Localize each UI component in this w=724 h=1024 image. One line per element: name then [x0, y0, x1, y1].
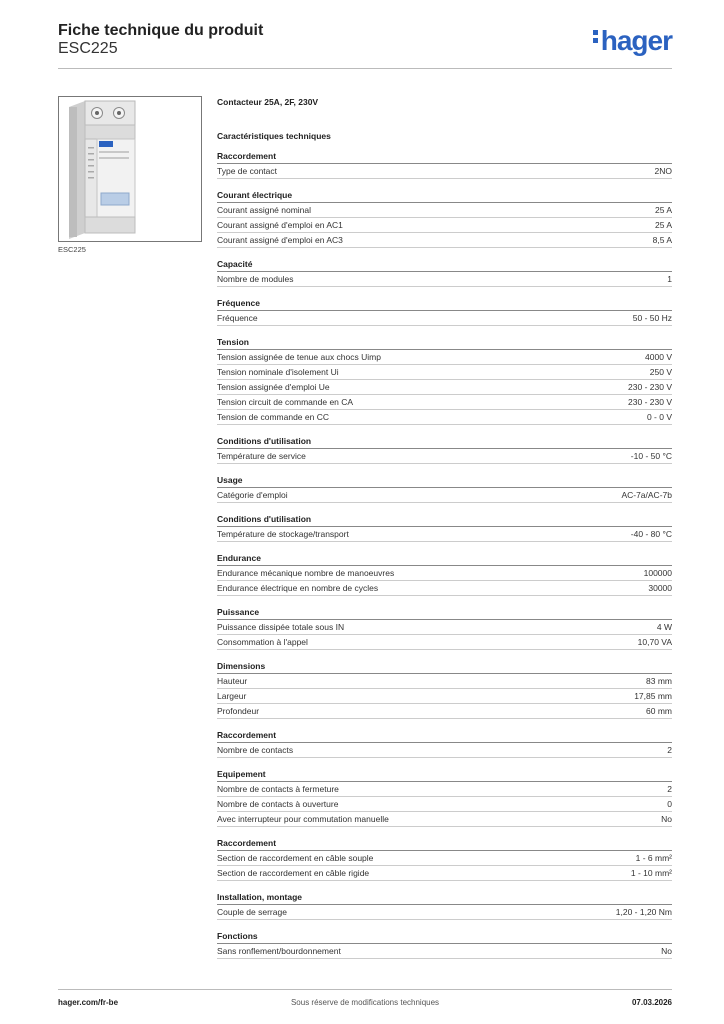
- spec-value: 25 A: [654, 220, 672, 230]
- spec-group: [217, 513, 672, 542]
- footer-website: hager.com/fr-be: [58, 998, 119, 1007]
- spec-value: 4000 V: [645, 352, 672, 362]
- product-image-caption: ESC225: [58, 245, 86, 254]
- spec-value: 230 - 230 V: [628, 382, 672, 392]
- spec-group-title: Installation, montage: [217, 891, 672, 905]
- spec-value: 10,70 VA: [637, 637, 672, 647]
- spec-value: 2NO: [654, 166, 672, 176]
- spec-value: 1 - 6 mm²: [635, 853, 672, 863]
- spec-row: [217, 782, 672, 797]
- spec-value: 8,5 A: [652, 235, 672, 245]
- spec-label: Profondeur: [217, 706, 260, 716]
- spec-label: Température de stockage/transport: [217, 529, 349, 539]
- spec-value: -10 - 50 °C: [630, 451, 672, 461]
- spec-value: 17,85 mm: [634, 691, 672, 701]
- page-title: Fiche technique du produit: [58, 22, 264, 39]
- spec-value: 100000: [643, 568, 672, 578]
- spec-row: [217, 410, 672, 425]
- logo-text: hager: [600, 25, 672, 56]
- spec-group-title: Fréquence: [217, 297, 672, 311]
- spec-group-title: Raccordement: [217, 837, 672, 851]
- spec-label: Courant assigné d'emploi en AC1: [217, 220, 343, 230]
- spec-label: Tension assignée de tenue aux chocs Uimp: [217, 352, 381, 362]
- spec-label: Sans ronflement/bourdonnement: [217, 946, 341, 956]
- spec-label: Endurance mécanique nombre de manoeuvres: [217, 568, 395, 578]
- spec-row: [217, 905, 672, 920]
- spec-label: Endurance électrique en nombre de cycles: [217, 583, 379, 593]
- spec-label: Couple de serrage: [217, 907, 287, 917]
- spec-value: 250 V: [649, 367, 672, 377]
- spec-row: [217, 866, 672, 881]
- spec-value: 2: [667, 784, 672, 794]
- spec-row: [217, 743, 672, 758]
- spec-group-title: Conditions d'utilisation: [217, 435, 672, 449]
- spec-row: [217, 449, 672, 464]
- spec-group-title: Fonctions: [217, 930, 672, 944]
- logo-dots-icon: [593, 27, 599, 46]
- spec-row: [217, 851, 672, 866]
- spec-group-title: Dimensions: [217, 660, 672, 674]
- spec-row: [217, 164, 672, 179]
- hager-logo: [593, 26, 672, 56]
- spec-group: [217, 474, 672, 503]
- spec-group-title: Usage: [217, 474, 672, 488]
- spec-group: [217, 552, 672, 596]
- page-subtitle: ESC225: [58, 40, 118, 57]
- spec-row: [217, 218, 672, 233]
- spec-group-title: Raccordement: [217, 150, 672, 164]
- spec-label: Tension de commande en CC: [217, 412, 329, 422]
- spec-group: [217, 768, 672, 827]
- spec-row: [217, 635, 672, 650]
- spec-row: [217, 233, 672, 248]
- spec-group-title: Raccordement: [217, 729, 672, 743]
- spec-value: 1: [667, 274, 672, 284]
- spec-group-title: Endurance: [217, 552, 672, 566]
- spec-label: Section de raccordement en câble souple: [217, 853, 374, 863]
- page-header: [58, 22, 672, 68]
- spec-label: Courant assigné nominal: [217, 205, 312, 215]
- spec-row: [217, 674, 672, 689]
- spec-group: [217, 435, 672, 464]
- spec-label: Consommation à l'appel: [217, 637, 308, 647]
- spec-group: [217, 336, 672, 425]
- spec-label: Tension nominale d'isolement Ui: [217, 367, 339, 377]
- spec-label: Catégorie d'emploi: [217, 490, 288, 500]
- spec-row: [217, 311, 672, 326]
- contactor-module-image: [59, 97, 201, 241]
- spec-group-title: Conditions d'utilisation: [217, 513, 672, 527]
- spec-group: [217, 930, 672, 959]
- spec-value: 25 A: [654, 205, 672, 215]
- footer-disclaimer: Sous réserve de modifications techniques: [290, 998, 440, 1007]
- spec-group: [217, 258, 672, 287]
- spec-row: [217, 272, 672, 287]
- spec-value: 60 mm: [646, 706, 672, 716]
- spec-row: [217, 380, 672, 395]
- spec-label: Température de service: [217, 451, 306, 461]
- spec-value: 230 - 230 V: [628, 397, 672, 407]
- spec-group: [217, 729, 672, 758]
- spec-value: 83 mm: [646, 676, 672, 686]
- footer-date: 07.03.2026: [631, 998, 672, 1007]
- spec-heading: Caractéristiques techniques: [217, 131, 331, 141]
- spec-value: 30000: [648, 583, 672, 593]
- spec-row: [217, 527, 672, 542]
- spec-row: [217, 812, 672, 827]
- spec-row: [217, 350, 672, 365]
- spec-row: [217, 797, 672, 812]
- product-image: [58, 96, 202, 242]
- spec-row: [217, 944, 672, 959]
- header-divider: [58, 68, 672, 69]
- spec-group: [217, 189, 672, 248]
- spec-value: 1,20 - 1,20 Nm: [615, 907, 672, 917]
- spec-row: [217, 566, 672, 581]
- spec-value: -40 - 80 °C: [630, 529, 672, 539]
- spec-row: [217, 689, 672, 704]
- spec-value: AC-7a/AC-7b: [621, 490, 672, 500]
- spec-label: Puissance dissipée totale sous IN: [217, 622, 345, 632]
- spec-group: [217, 150, 672, 179]
- spec-row: [217, 365, 672, 380]
- spec-label: Avec interrupteur pour commutation manuelle: [217, 814, 389, 824]
- spec-group: [217, 297, 672, 326]
- spec-row: [217, 704, 672, 719]
- product-name: Contacteur 25A, 2F, 230V: [217, 97, 319, 107]
- spec-value: No: [661, 814, 672, 824]
- spec-value: 1 - 10 mm²: [630, 868, 672, 878]
- spec-value: 0 - 0 V: [646, 412, 672, 422]
- spec-label: Largeur: [217, 691, 247, 701]
- spec-group-title: Capacité: [217, 258, 672, 272]
- spec-label: Tension assignée d'emploi Ue: [217, 382, 330, 392]
- spec-group-title: Courant électrique: [217, 189, 672, 203]
- spec-value: No: [661, 946, 672, 956]
- spec-row: [217, 203, 672, 218]
- spec-table: [217, 96, 672, 959]
- spec-label: Nombre de contacts à fermeture: [217, 784, 339, 794]
- spec-row: [217, 620, 672, 635]
- spec-row: [217, 581, 672, 596]
- spec-label: Section de raccordement en câble rigide: [217, 868, 370, 878]
- spec-label: Fréquence: [217, 313, 258, 323]
- spec-value: 4 W: [656, 622, 672, 632]
- spec-row: [217, 395, 672, 410]
- spec-group: [217, 606, 672, 650]
- spec-label: Nombre de contacts à ouverture: [217, 799, 339, 809]
- spec-value: 0: [667, 799, 672, 809]
- spec-group: [217, 660, 672, 719]
- spec-group: [217, 837, 672, 881]
- spec-group-title: Puissance: [217, 606, 672, 620]
- spec-label: Courant assigné d'emploi en AC3: [217, 235, 343, 245]
- spec-row: [217, 488, 672, 503]
- footer-divider: [58, 989, 672, 990]
- spec-label: Nombre de modules: [217, 274, 294, 284]
- spec-value: 2: [667, 745, 672, 755]
- spec-group-title: Tension: [217, 336, 672, 350]
- spec-group: [217, 891, 672, 920]
- spec-label: Nombre de contacts: [217, 745, 294, 755]
- spec-label: Type de contact: [217, 166, 278, 176]
- spec-label: Hauteur: [217, 676, 248, 686]
- spec-groups: [217, 150, 672, 959]
- spec-group-title: Equipement: [217, 768, 672, 782]
- spec-label: Tension circuit de commande en CA: [217, 397, 354, 407]
- spec-value: 50 - 50 Hz: [632, 313, 672, 323]
